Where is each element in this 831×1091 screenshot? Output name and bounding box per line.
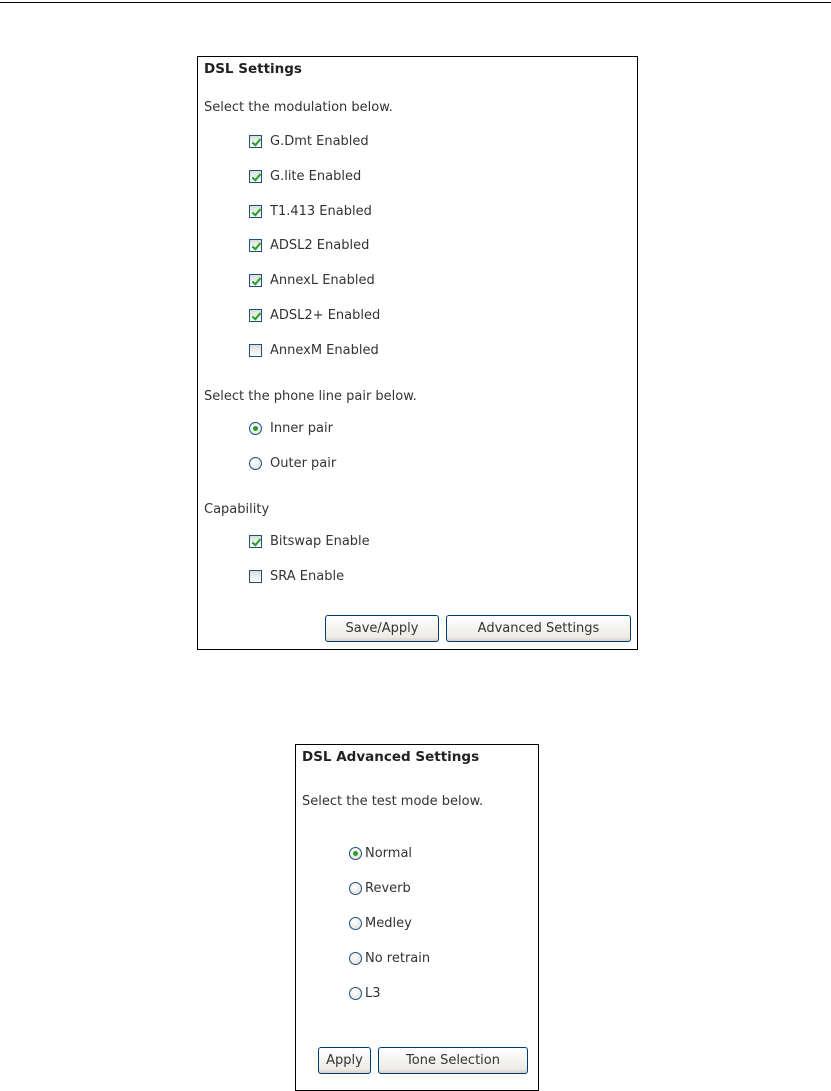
capability-option-bitswap[interactable]: [249, 531, 370, 551]
modulation-option-adsl2plus[interactable]: [249, 305, 380, 325]
test-mode-label: Medley: [365, 915, 412, 931]
test-mode-prompt: Select the test mode below.: [302, 794, 484, 809]
bitswap-checkbox[interactable]: [249, 535, 262, 548]
phone-pair-option-outer[interactable]: [249, 453, 336, 473]
modulation-prompt: Select the modulation below.: [204, 100, 393, 115]
outer-pair-radio[interactable]: [249, 457, 262, 470]
l3-radio[interactable]: [349, 987, 362, 1000]
modulation-label: G.Dmt Enabled: [270, 133, 369, 149]
phone-pair-label: Outer pair: [270, 455, 337, 471]
top-divider: [0, 2, 831, 3]
dsl-advanced-settings-title: DSL Advanced Settings: [302, 749, 480, 765]
no-retrain-radio[interactable]: [349, 952, 362, 965]
apply-button[interactable]: Apply: [318, 1047, 371, 1074]
modulation-option-t1413[interactable]: [249, 201, 372, 221]
capability-label: SRA Enable: [270, 568, 345, 584]
test-mode-label: Reverb: [365, 880, 411, 896]
gdmt-checkbox[interactable]: [249, 135, 262, 148]
test-mode-option-reverb[interactable]: [349, 878, 411, 898]
save-apply-button[interactable]: Save/Apply: [325, 615, 439, 642]
test-mode-option-medley[interactable]: [349, 913, 412, 933]
normal-radio[interactable]: [349, 847, 362, 860]
medley-radio[interactable]: [349, 917, 362, 930]
phone-pair-label: Inner pair: [270, 420, 333, 436]
annexl-checkbox[interactable]: [249, 274, 262, 287]
capability-option-sra[interactable]: [249, 566, 344, 586]
modulation-label: T1.413 Enabled: [270, 203, 372, 219]
tone-selection-button[interactable]: Tone Selection: [378, 1047, 528, 1074]
modulation-option-adsl2[interactable]: [249, 235, 369, 255]
advanced-settings-button[interactable]: Advanced Settings: [446, 615, 631, 642]
adsl2-checkbox[interactable]: [249, 239, 262, 252]
test-mode-label: Normal: [365, 845, 413, 861]
reverb-radio[interactable]: [349, 882, 362, 895]
test-mode-label: L3: [365, 985, 381, 1001]
glite-checkbox[interactable]: [249, 170, 262, 183]
t1413-checkbox[interactable]: [249, 205, 262, 218]
phone-pair-prompt: Select the phone line pair below.: [204, 389, 417, 404]
dsl-settings-title: DSL Settings: [204, 61, 302, 77]
modulation-label: AnnexL Enabled: [270, 272, 375, 288]
modulation-label: G.lite Enabled: [270, 168, 362, 184]
test-mode-option-l3[interactable]: [349, 983, 381, 1003]
modulation-option-annexm[interactable]: [249, 340, 379, 360]
test-mode-option-normal[interactable]: [349, 843, 412, 863]
test-mode-label: No retrain: [365, 950, 431, 966]
sra-checkbox[interactable]: [249, 570, 262, 583]
adsl2plus-checkbox[interactable]: [249, 309, 262, 322]
annexm-checkbox[interactable]: [249, 344, 262, 357]
modulation-label: AnnexM Enabled: [270, 342, 379, 358]
dsl-settings-panel: [197, 56, 638, 650]
modulation-option-annexl[interactable]: [249, 270, 375, 290]
modulation-option-glite[interactable]: [249, 166, 361, 186]
capability-heading: Capability: [204, 502, 270, 517]
modulation-option-gdmt[interactable]: [249, 131, 369, 151]
inner-pair-radio[interactable]: [249, 422, 262, 435]
test-mode-option-no-retrain[interactable]: [349, 948, 430, 968]
modulation-label: ADSL2+ Enabled: [270, 307, 381, 323]
dsl-advanced-settings-panel: [295, 744, 539, 1091]
phone-pair-option-inner[interactable]: [249, 418, 333, 438]
modulation-label: ADSL2 Enabled: [270, 237, 370, 253]
capability-label: Bitswap Enable: [270, 533, 370, 549]
